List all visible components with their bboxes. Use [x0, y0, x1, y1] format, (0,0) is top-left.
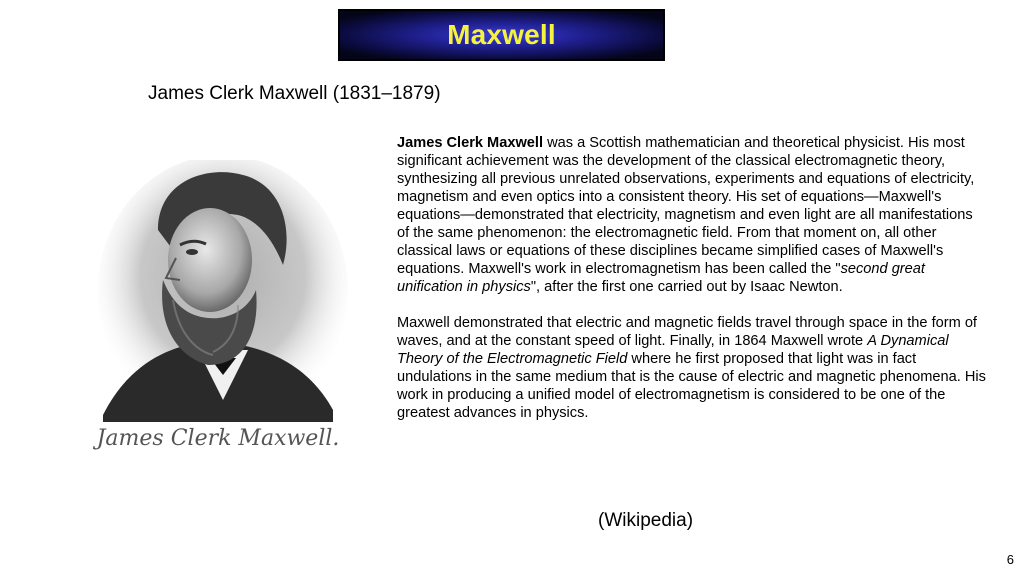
paragraph-2 — [397, 314, 987, 422]
paragraph-1-italic: second great unification in physics — [397, 261, 925, 295]
body-text — [397, 134, 987, 440]
paragraph-1-text-b: ", after the first one carried out by Isaac Newton. — [530, 279, 843, 295]
source-citation: (Wikipedia) — [598, 510, 694, 531]
maxwell-name-bold: James Clerk Maxwell — [397, 135, 544, 151]
paragraph-1-text-a: was a Scottish mathematician and theoretical physicist. His most significant achievement was the development of the classical electromagnetic theory, synthesizing all previous unrelated observations, experiments and equations of electricity, magnetism and even optics into a consistent theory. His set of equations—Maxwell's equations—demonstrated that electricity, magnetism and even light are all manifestations of the same phenomenon: the electromagnetic field. From that moment on, all other classical laws or equations of these disciplines became simplified cases of Maxwell's equations. Maxwell's work in electromagnetism has been called the " — [397, 135, 975, 277]
paragraph-2-text-b: where he first proposed that light was in fact undulations in the same medium that is the cause of electric and magnetic phenomena. His work in producing a unified model of electromagnetism is considered to be one of the greatest advances in physics. — [397, 351, 986, 421]
paragraph-1 — [397, 134, 987, 296]
page-number: 6 — [1006, 552, 1014, 567]
portrait-signature: James Clerk Maxwell. — [96, 426, 340, 451]
slide-subtitle: James Clerk Maxwell (1831–1879) — [148, 83, 441, 104]
maxwell-portrait — [88, 160, 348, 460]
paragraph-2-italic: A Dynamical Theory of the Electromagnetic Field — [397, 333, 949, 367]
portrait-engraving — [88, 160, 348, 460]
title-banner — [338, 9, 665, 61]
paragraph-2-text-a: Maxwell demonstrated that electric and magnetic fields travel through space in the form of waves, and at the constant speed of light. Finally, in 1864 Maxwell wrote — [397, 315, 977, 349]
slide-title: Maxwell — [447, 19, 556, 50]
